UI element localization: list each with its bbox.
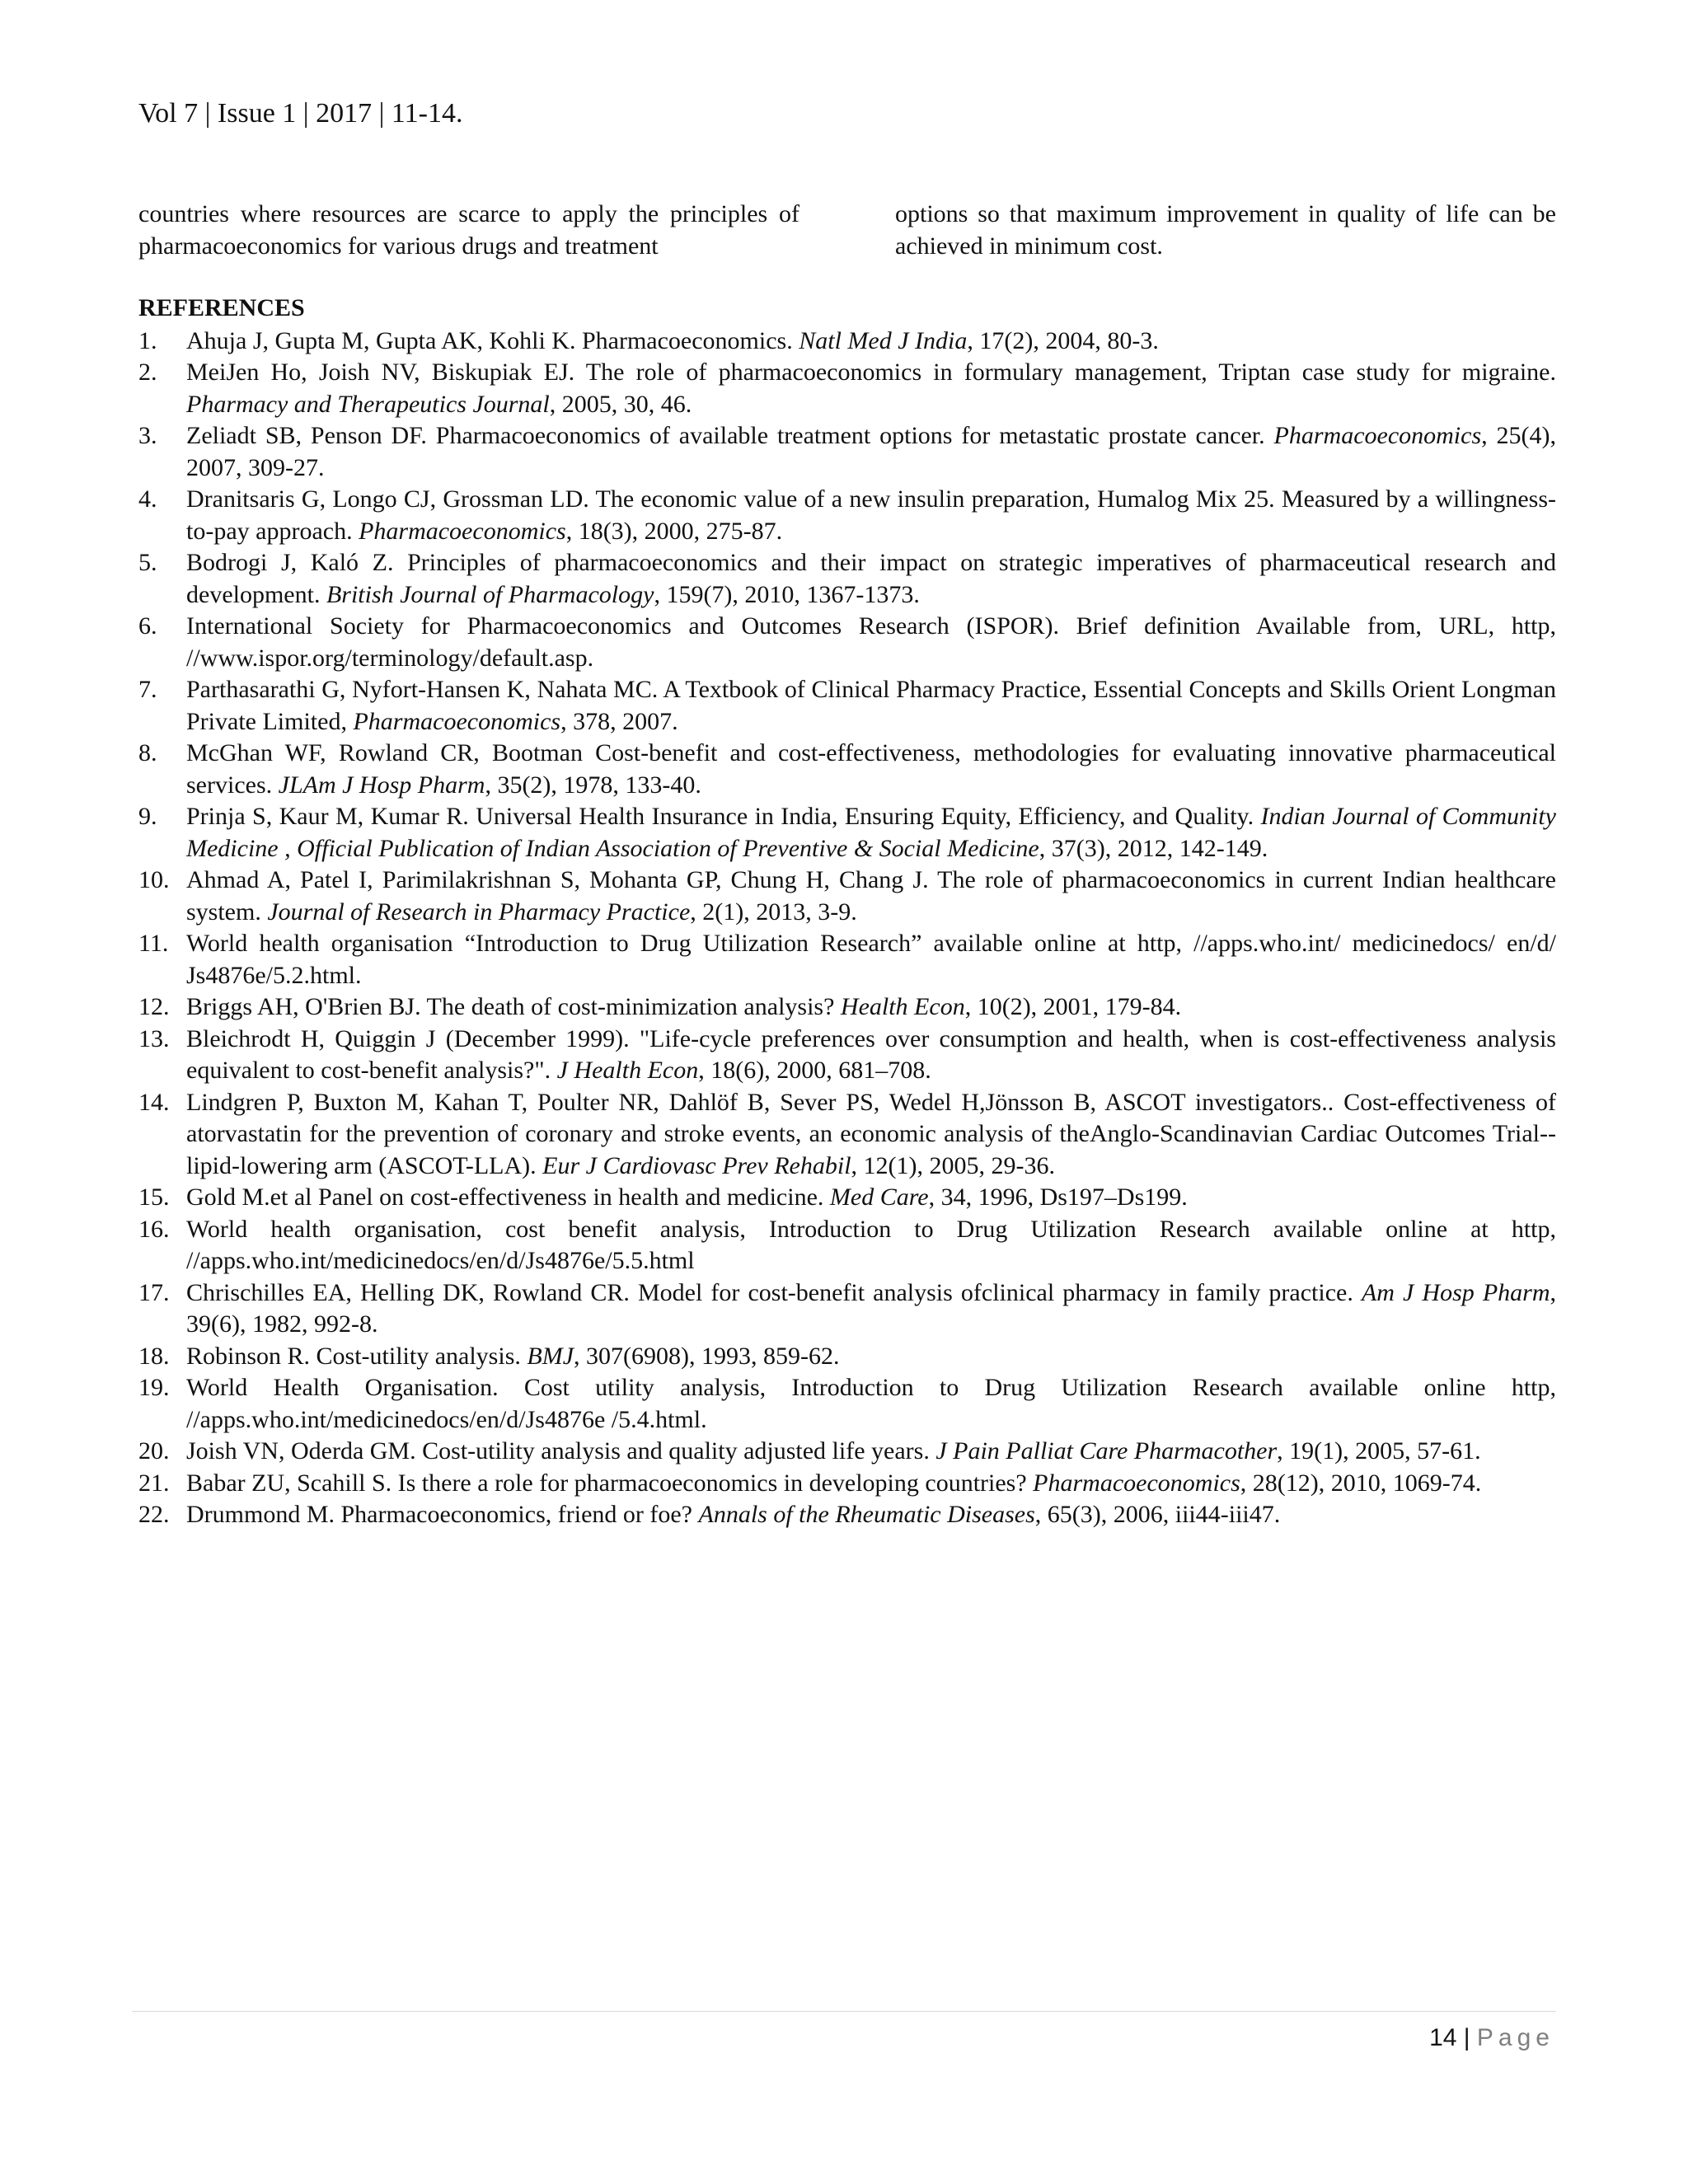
reference-number: 3. xyxy=(138,422,157,449)
reference-source: Pharmacoeconomics xyxy=(1273,422,1482,449)
reference-body xyxy=(186,1341,1556,1373)
reference-body xyxy=(186,991,1556,1024)
reference-details: , 307(6908), 1993, 859-62. xyxy=(574,1342,840,1370)
reference-source: J Health Econ xyxy=(556,1057,699,1084)
reference-item xyxy=(138,1436,1556,1468)
reference-source: Natl Med J India xyxy=(799,326,968,354)
reference-item xyxy=(138,1182,1556,1214)
reference-body xyxy=(186,357,1556,420)
reference-details: , 2005, 30, 46. xyxy=(549,390,692,418)
reference-number: 21. xyxy=(138,1469,170,1497)
reference-body xyxy=(186,420,1556,484)
reference-item xyxy=(138,1341,1556,1373)
reference-source: Indian Journal of Community Medicine , Official Publication of Indian Association of Preventive & Social Medicine xyxy=(186,803,1557,862)
reference-body xyxy=(186,1436,1556,1468)
reference-item xyxy=(138,1214,1556,1277)
intro-left-paragraph: countries where resources are scarce to apply the principles of pharmacoeconomics for various drugs and treatment xyxy=(138,200,799,260)
reference-body xyxy=(186,1468,1556,1500)
reference-details: , 25(4), 2007, 309-27. xyxy=(186,422,1557,481)
reference-text: Babar ZU, Scahill S. Is there a role for pharmacoeconomics in developing countries? xyxy=(186,1469,1034,1497)
reference-text: Briggs AH, O'Brien BJ. The death of cost-minimization analysis? xyxy=(186,993,841,1020)
reference-body xyxy=(186,611,1556,674)
page-separator: | xyxy=(1456,2024,1477,2051)
reference-details: , 12(1), 2005, 29-36. xyxy=(851,1151,1056,1179)
reference-text: World health organisation, cost benefit analysis, Introduction to Drug Utilization Research available online at http, //apps.who.int/medicinedocs/en/d/Js4876e/5.5.html xyxy=(186,1215,1556,1274)
reference-number: 22. xyxy=(138,1501,170,1528)
reference-source: J Pain Palliat Care Pharmacother xyxy=(935,1437,1278,1465)
reference-details: , 17(2), 2004, 80-3. xyxy=(967,326,1159,354)
reference-body xyxy=(186,1024,1556,1087)
reference-details: , 35(2), 1978, 133-40. xyxy=(485,771,701,799)
reference-text: World health organisation “Introduction to Drug Utilization Research” available online at http, //apps.who.int/ medicinedocs/ en/d/ Js4876e/5.2.html. xyxy=(186,930,1556,989)
reference-text: Bleichrodt H, Quiggin J (December 1999). "Life-cycle preferences over consumption and health, when is cost-effectiveness analysis equivalent to cost-benefit analysis?". xyxy=(186,1024,1556,1084)
reference-source: Journal of Research in Pharmacy Practice xyxy=(267,898,691,926)
references-list xyxy=(138,326,1556,1531)
reference-body xyxy=(186,1499,1556,1531)
reference-text: Drummond M. Pharmacoeconomics, friend or foe? xyxy=(186,1501,699,1528)
reference-details: , 18(3), 2000, 275-87. xyxy=(565,517,783,545)
reference-source: Med Care xyxy=(829,1183,929,1211)
reference-body xyxy=(186,801,1556,865)
reference-details: , 37(3), 2012, 142-149. xyxy=(1039,834,1268,862)
reference-text: MeiJen Ho, Joish NV, Biskupiak EJ. The role of pharmacoeconomics in formulary management, Triptan case study for migraine. xyxy=(186,359,1556,386)
reference-details: , 34, 1996, Ds197–Ds199. xyxy=(928,1183,1188,1211)
reference-number: 10. xyxy=(138,866,170,893)
reference-details: , 28(12), 2010, 1069-74. xyxy=(1240,1469,1482,1497)
reference-text: World Health Organisation. Cost utility analysis, Introduction to Drug Utilization Research available online http, //apps.who.int/medicinedocs/en/d/Js4876e /5.4.html. xyxy=(186,1374,1556,1433)
reference-body xyxy=(186,1182,1556,1214)
reference-details: , 2(1), 2013, 3-9. xyxy=(690,898,857,926)
reference-number: 15. xyxy=(138,1183,170,1211)
reference-source: Pharmacy and Therapeutics Journal xyxy=(186,390,550,418)
reference-text: Dranitsaris G, Longo CJ, Grossman LD. The economic value of a new insulin preparation, Humalog Mix 25. Measured by a willingness-to-pay approach. xyxy=(186,485,1556,545)
reference-number: 8. xyxy=(138,739,157,766)
reference-number: 4. xyxy=(138,485,157,513)
reference-source: Annals of the Rheumatic Diseases xyxy=(698,1501,1035,1528)
reference-item xyxy=(138,991,1556,1024)
reference-number: 6. xyxy=(138,612,157,640)
reference-number: 2. xyxy=(138,359,157,386)
reference-number: 5. xyxy=(138,549,157,576)
reference-text: International Society for Pharmacoeconomics and Outcomes Research (ISPOR). Brief definition Available from, URL, http, //www.ispor.org/terminology/default.asp. xyxy=(186,612,1556,672)
reference-details: , 18(6), 2000, 681–708. xyxy=(698,1057,931,1084)
reference-item xyxy=(138,357,1556,420)
reference-source: Pharmacoeconomics xyxy=(1033,1469,1240,1497)
reference-source: Am J Hosp Pharm xyxy=(1361,1278,1550,1306)
reference-item xyxy=(138,1468,1556,1500)
reference-item xyxy=(138,1024,1556,1087)
reference-number: 9. xyxy=(138,803,157,830)
reference-details: , 10(2), 2001, 179-84. xyxy=(964,993,1182,1020)
reference-text: Parthasarathi G, Nyfort-Hansen K, Nahata MC. A Textbook of Clinical Pharmacy Practice, Essential Concepts and Skills Orient Longman Private Limited, xyxy=(186,676,1556,735)
reference-item xyxy=(138,865,1556,928)
reference-text: Lindgren P, Buxton M, Kahan T, Poulter NR, Dahlöf B, Sever PS, Wedel H,Jönsson B, ASCOT investigators.. Cost-effectiveness of atorvastatin for the prevention of coronary and stroke events, an economic analysis of theAnglo-Scandinavian Cardiac Outcomes Trial--lipid-lowering arm (ASCOT-LLA). xyxy=(186,1088,1556,1179)
reference-details: , 19(1), 2005, 57-61. xyxy=(1277,1437,1481,1465)
reference-number: 13. xyxy=(138,1024,170,1052)
reference-text: Ahmad A, Patel I, Parimilakrishnan S, Mohanta GP, Chung H, Chang J. The role of pharmacoeconomics in current Indian healthcare system. xyxy=(186,866,1556,926)
reference-item xyxy=(138,484,1556,547)
intro-right-paragraph: options so that maximum improvement in quality of life can be achieved in minimum cost. xyxy=(895,200,1556,260)
intro-left-column xyxy=(138,198,799,262)
reference-text: Prinja S, Kaur M, Kumar R. Universal Health Insurance in India, Ensuring Equity, Efficiency, and Quality. xyxy=(186,803,1261,830)
reference-body xyxy=(186,484,1556,547)
reference-number: 20. xyxy=(138,1437,170,1465)
reference-text: Gold M.et al Panel on cost-effectiveness in health and medicine. xyxy=(186,1183,830,1211)
reference-number: 11. xyxy=(138,930,169,957)
reference-source: Pharmacoeconomics xyxy=(359,517,566,545)
reference-body xyxy=(186,1214,1556,1277)
reference-details: , 159(7), 2010, 1367-1373. xyxy=(654,580,920,608)
reference-body xyxy=(186,674,1556,738)
reference-body xyxy=(186,547,1556,611)
reference-body xyxy=(186,865,1556,928)
reference-body xyxy=(186,326,1556,358)
reference-item xyxy=(138,547,1556,611)
reference-source: BMJ xyxy=(527,1342,574,1370)
reference-source: British Journal of Pharmacology xyxy=(326,580,654,608)
reference-number: 1. xyxy=(138,326,157,354)
reference-text: McGhan WF, Rowland CR, Bootman Cost-benefit and cost-effectiveness, methodologies for evaluating innovative pharmaceutical services. xyxy=(186,739,1556,799)
reference-details: , 378, 2007. xyxy=(560,707,678,735)
reference-item xyxy=(138,611,1556,674)
page-label: Page xyxy=(1476,2024,1554,2051)
reference-source: Health Econ xyxy=(840,993,965,1020)
reference-item xyxy=(138,674,1556,738)
intro-right-column xyxy=(895,198,1556,262)
reference-text: Zeliadt SB, Penson DF. Pharmacoeconomics of available treatment options for metastatic prostate cancer. xyxy=(186,422,1274,449)
page-footer xyxy=(1429,2022,1554,2055)
reference-number: 18. xyxy=(138,1342,170,1370)
reference-source: JLAm J Hosp Pharm xyxy=(278,771,485,799)
intro-two-column-text xyxy=(138,198,1556,262)
reference-body xyxy=(186,928,1556,991)
reference-number: 19. xyxy=(138,1374,170,1401)
reference-item xyxy=(138,1277,1556,1341)
reference-source: Eur J Cardiovasc Prev Rehabil xyxy=(542,1151,851,1179)
reference-details: , 39(6), 1982, 992-8. xyxy=(186,1278,1557,1338)
reference-body xyxy=(186,1087,1556,1183)
references-heading: REFERENCES xyxy=(138,294,305,321)
reference-details: , 65(3), 2006, iii44-iii47. xyxy=(1034,1501,1281,1528)
reference-body xyxy=(186,738,1556,801)
reference-text: Ahuja J, Gupta M, Gupta AK, Kohli K. Pharmacoeconomics. xyxy=(186,326,799,354)
reference-item xyxy=(138,326,1556,358)
reference-number: 14. xyxy=(138,1088,170,1116)
reference-text: Joish VN, Oderda GM. Cost-utility analysis and quality adjusted life years. xyxy=(186,1437,936,1465)
reference-item xyxy=(138,1087,1556,1183)
reference-body xyxy=(186,1277,1556,1341)
journal-issue-header: Vol 7 | Issue 1 | 2017 | 11-14. xyxy=(138,98,463,129)
reference-item xyxy=(138,928,1556,991)
footer-divider xyxy=(132,2011,1556,2012)
reference-number: 7. xyxy=(138,676,157,703)
reference-number: 12. xyxy=(138,993,170,1020)
reference-text: Chrischilles EA, Helling DK, Rowland CR. Model for cost-benefit analysis ofclinical pharmacy in family practice. xyxy=(186,1278,1362,1306)
reference-item xyxy=(138,738,1556,801)
reference-number: 17. xyxy=(138,1278,170,1306)
references-section xyxy=(138,293,1556,1531)
reference-item xyxy=(138,420,1556,484)
reference-item xyxy=(138,801,1556,865)
reference-text: Bodrogi J, Kaló Z. Principles of pharmacoeconomics and their impact on strategic imperatives of pharmaceutical research and development. xyxy=(186,549,1556,608)
page-number: 14 xyxy=(1429,2024,1457,2051)
reference-number: 16. xyxy=(138,1215,170,1243)
reference-source: Pharmacoeconomics xyxy=(353,707,561,735)
reference-item xyxy=(138,1499,1556,1531)
reference-body xyxy=(186,1372,1556,1436)
reference-text: Robinson R. Cost-utility analysis. xyxy=(186,1342,528,1370)
reference-item xyxy=(138,1372,1556,1436)
